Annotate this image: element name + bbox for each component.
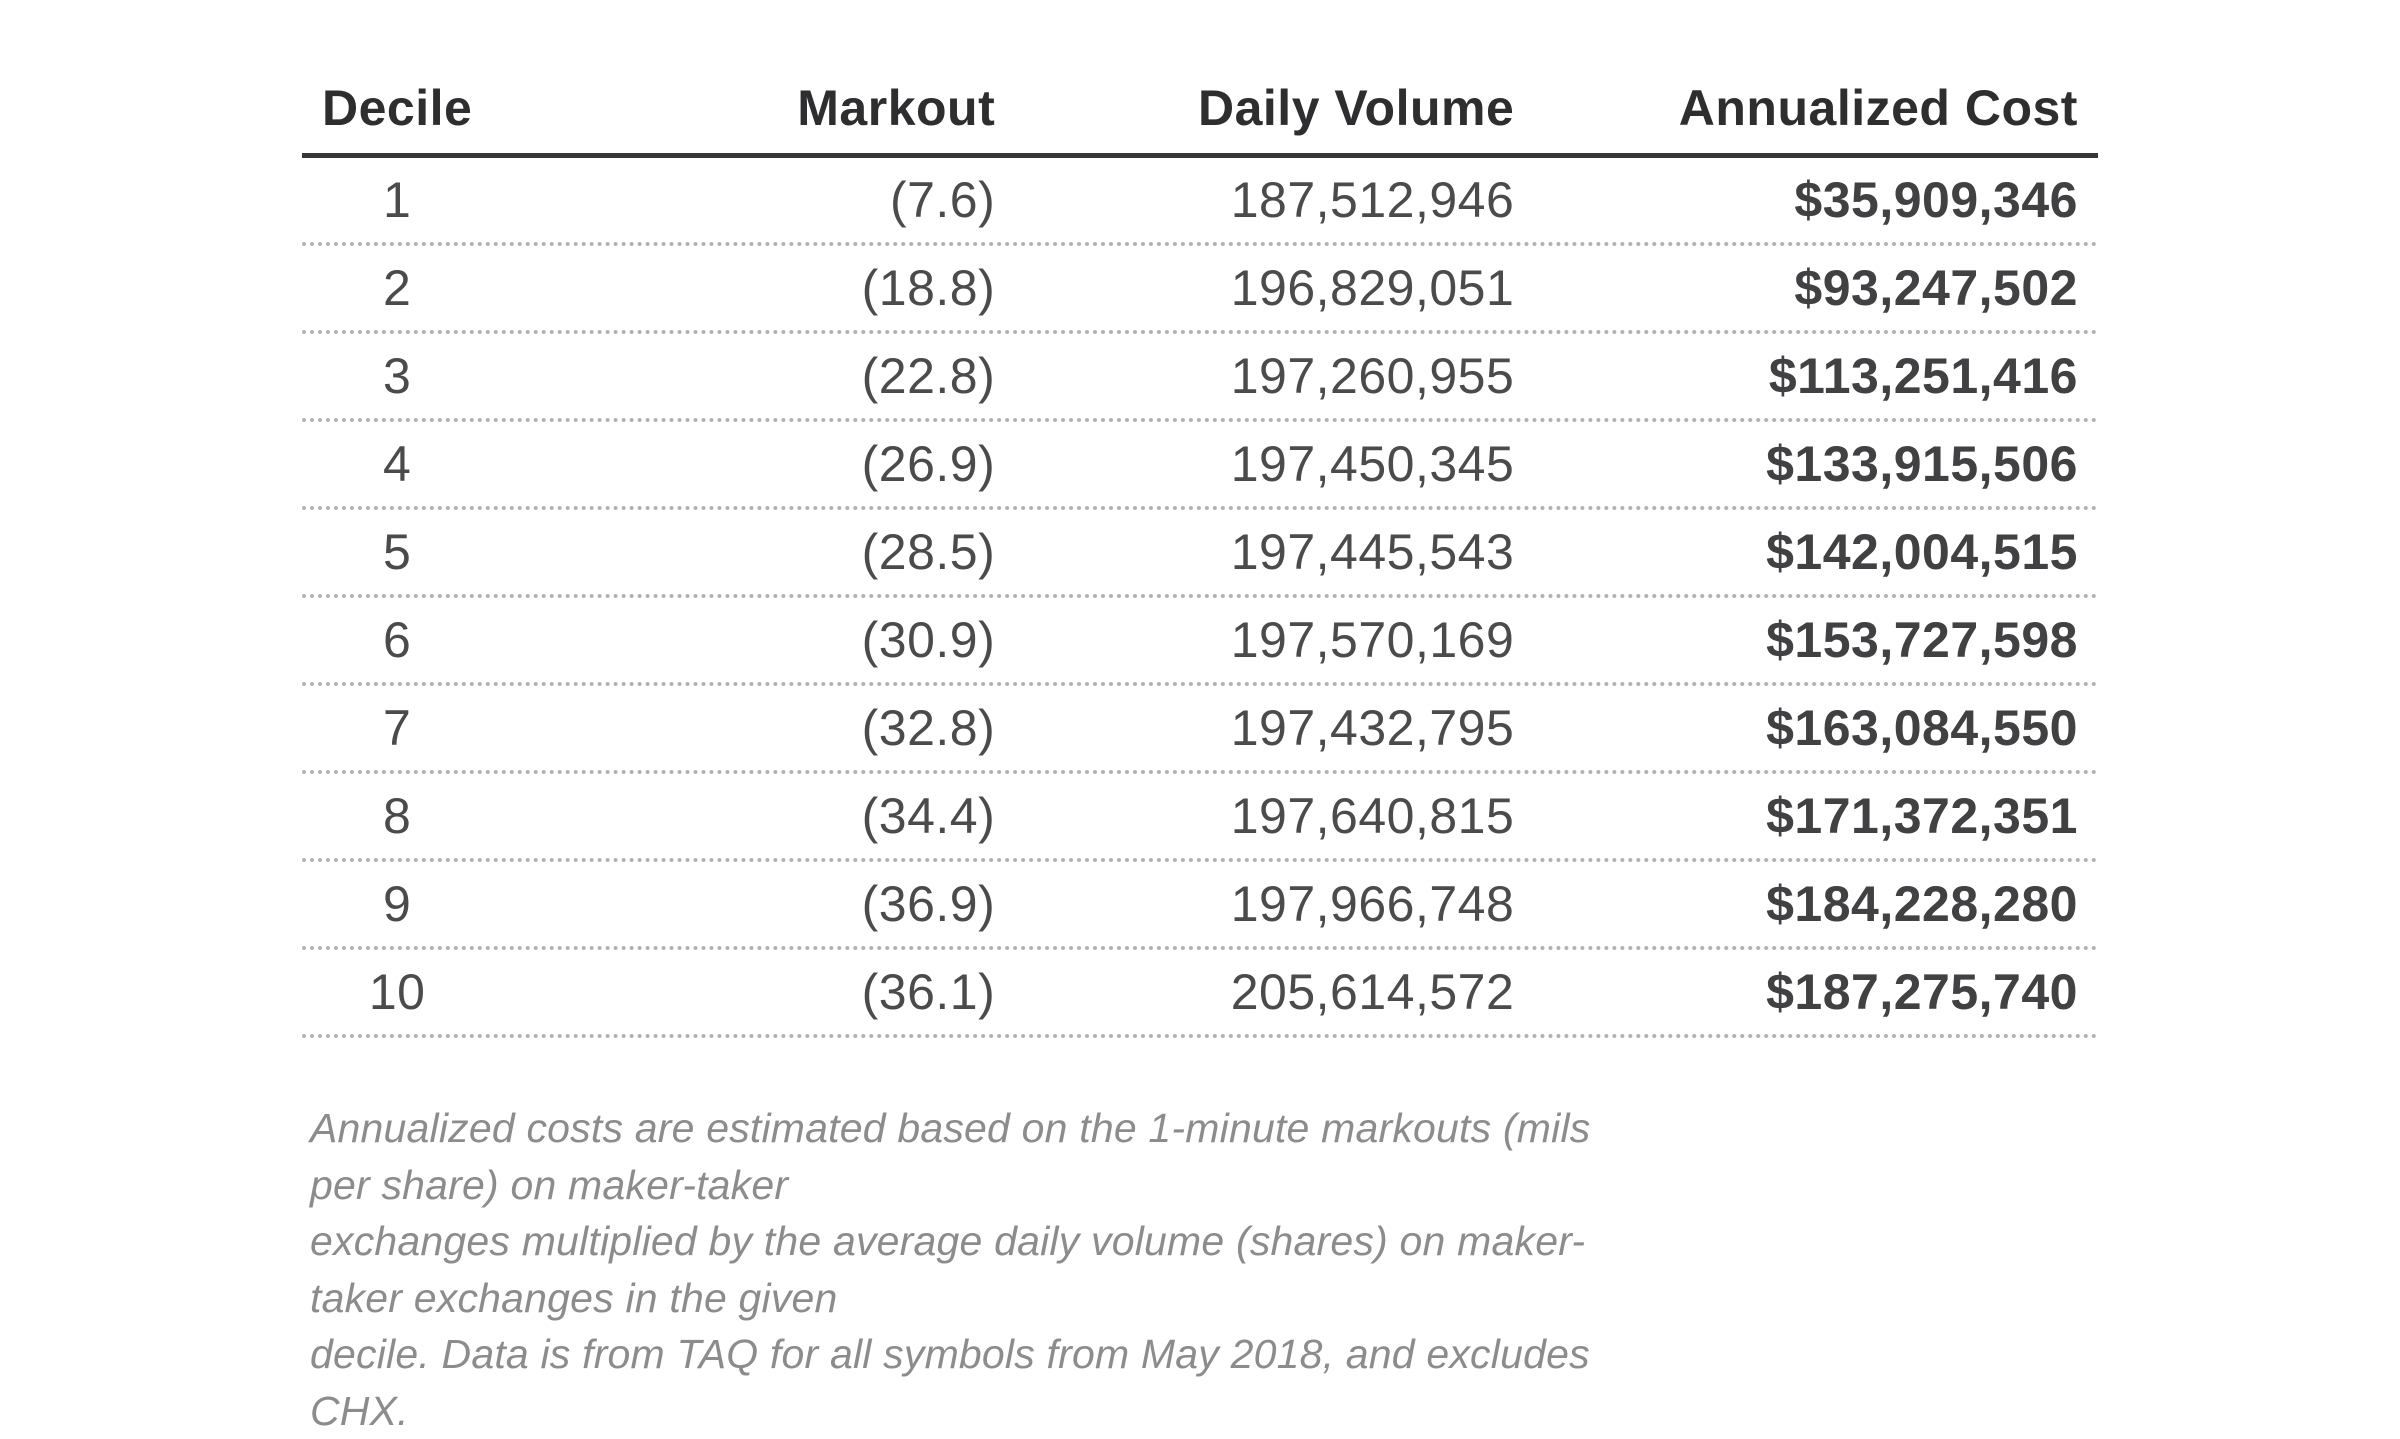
cell-daily-volume: 205,614,572 <box>1230 964 1515 1020</box>
column-header-daily-volume: Daily Volume <box>1198 79 1515 136</box>
footnote-line: exchanges multiplied by the average daily volume (shares) on maker-taker exchanges in the given <box>310 1218 1586 1321</box>
cell-markout: (22.8) <box>861 348 996 404</box>
footnote-line: Annualized costs are estimated based on the 1-minute markouts (mils per share) on maker-taker <box>310 1105 1591 1208</box>
cell-annualized-cost: $187,275,740 <box>1766 964 2078 1020</box>
cell-annualized-cost: $171,372,351 <box>1766 788 2078 844</box>
table-row <box>302 950 2098 1038</box>
cell-decile: 9 <box>383 876 412 932</box>
cell-decile: 10 <box>368 964 426 1020</box>
cell-markout: (7.6) <box>889 172 996 228</box>
cell-annualized-cost: $133,915,506 <box>1766 436 2078 492</box>
cell-daily-volume: 197,432,795 <box>1230 700 1515 756</box>
footnote-line: decile. Data is from TAQ for all symbols from May 2018, and excludes CHX. <box>310 1331 1590 1434</box>
table-row <box>302 422 2098 510</box>
cell-daily-volume: 197,260,955 <box>1230 348 1515 404</box>
table-row <box>302 510 2098 598</box>
cell-decile: 6 <box>383 612 412 668</box>
cell-decile: 1 <box>383 172 412 228</box>
cell-daily-volume: 187,512,946 <box>1230 172 1515 228</box>
cell-decile: 4 <box>383 436 412 492</box>
markout-cost-table-figure <box>302 62 2098 1439</box>
cell-decile: 2 <box>383 260 412 316</box>
table-header-row <box>302 62 2098 158</box>
cell-annualized-cost: $35,909,346 <box>1794 172 2078 228</box>
cell-markout: (30.9) <box>861 612 996 668</box>
cell-annualized-cost: $113,251,416 <box>1768 348 2078 404</box>
cell-daily-volume: 197,570,169 <box>1230 612 1515 668</box>
cell-annualized-cost: $184,228,280 <box>1766 876 2078 932</box>
cell-markout: (28.5) <box>861 524 996 580</box>
cell-daily-volume: 197,640,815 <box>1230 788 1515 844</box>
cell-decile: 3 <box>383 348 412 404</box>
column-header-decile: Decile <box>322 79 473 136</box>
cell-daily-volume: 197,445,543 <box>1230 524 1515 580</box>
table-row <box>302 334 2098 422</box>
cell-daily-volume: 197,450,345 <box>1230 436 1515 492</box>
table-row <box>302 158 2098 246</box>
cell-annualized-cost: $93,247,502 <box>1794 260 2078 316</box>
table-row <box>302 598 2098 686</box>
cell-daily-volume: 196,829,051 <box>1230 260 1515 316</box>
table-footnote <box>302 1100 1592 1439</box>
table-row <box>302 862 2098 950</box>
cell-decile: 8 <box>383 788 412 844</box>
table-row <box>302 774 2098 862</box>
cell-annualized-cost: $142,004,515 <box>1766 524 2078 580</box>
cell-markout: (26.9) <box>861 436 996 492</box>
cell-markout: (18.8) <box>861 260 996 316</box>
cell-annualized-cost: $163,084,550 <box>1766 700 2078 756</box>
cell-decile: 7 <box>383 700 412 756</box>
column-header-markout: Markout <box>797 79 996 136</box>
cell-daily-volume: 197,966,748 <box>1230 876 1515 932</box>
cell-markout: (36.1) <box>861 964 996 1020</box>
cell-markout: (36.9) <box>861 876 996 932</box>
cell-markout: (32.8) <box>861 700 996 756</box>
cell-annualized-cost: $153,727,598 <box>1766 612 2078 668</box>
table-row <box>302 686 2098 774</box>
cell-markout: (34.4) <box>861 788 996 844</box>
column-header-annualized-cost: Annualized Cost <box>1678 79 2078 136</box>
table-row <box>302 246 2098 334</box>
cell-decile: 5 <box>383 524 412 580</box>
